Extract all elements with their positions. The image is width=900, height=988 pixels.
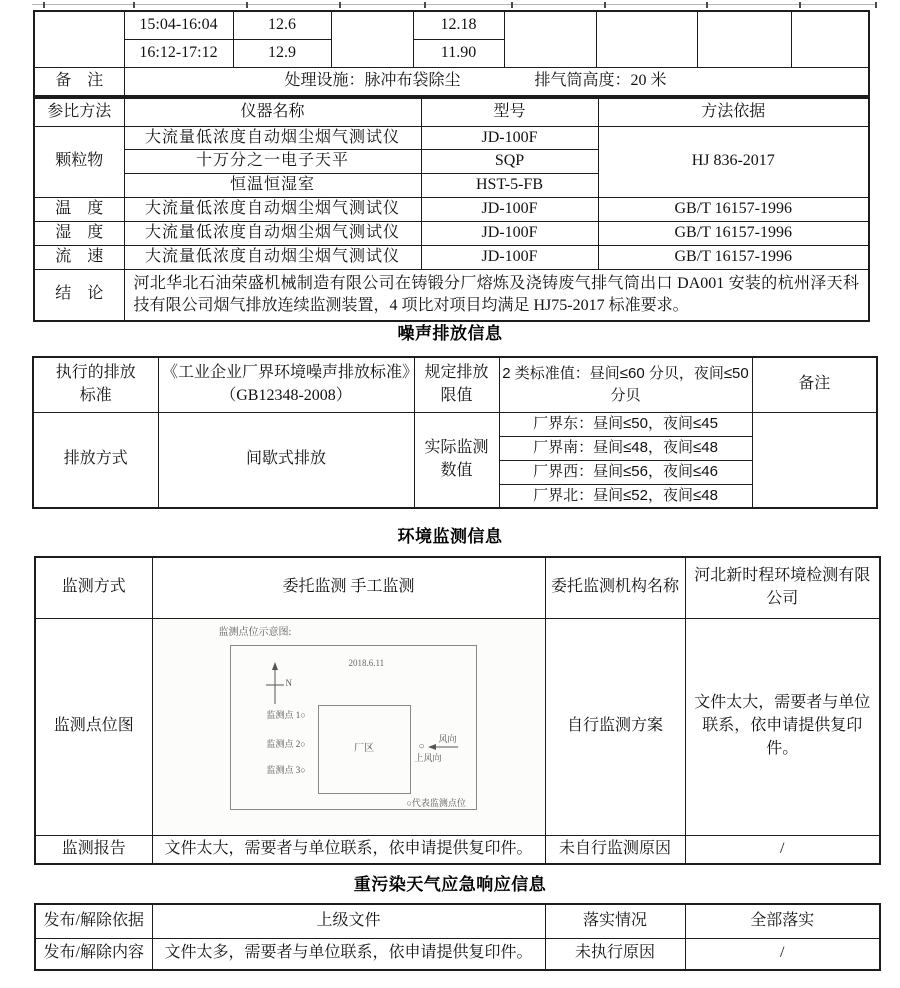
table-row bbox=[33, 412, 877, 436]
noise-section-heading: 噪声排放信息 bbox=[397, 324, 503, 343]
self-monitoring-plan-label: 自行监测方案 bbox=[545, 618, 685, 835]
monitoring-point-circle-icon: ○ bbox=[418, 740, 425, 752]
empty-cell bbox=[596, 11, 697, 67]
remark-label: 备 注 bbox=[34, 67, 124, 96]
basis-header: 方法依据 bbox=[598, 98, 869, 126]
method-basis: GB/T 16157-1996 bbox=[598, 245, 869, 269]
divider bbox=[32, 4, 877, 5]
release-content-value: 文件太多，需要者与单位联系，依申请提供复印件。 bbox=[152, 938, 545, 970]
method-basis: GB/T 16157-1996 bbox=[598, 197, 869, 221]
table-row bbox=[35, 618, 880, 835]
release-basis-value: 上级文件 bbox=[152, 904, 545, 938]
cropped-table-remnant bbox=[32, 2, 877, 9]
environment-table bbox=[34, 556, 881, 865]
monitoring-method-label: 监测方式 bbox=[35, 557, 152, 618]
exec-standard-label: 执行的排放标准 bbox=[33, 357, 158, 412]
empty-cell bbox=[34, 11, 124, 67]
tick bbox=[133, 2, 135, 8]
tick bbox=[424, 2, 426, 8]
table-row bbox=[34, 126, 869, 150]
empty-cell bbox=[504, 11, 596, 67]
limit-label: 规定排放限值 bbox=[414, 357, 499, 412]
conclusion-row bbox=[34, 269, 869, 321]
particulate-label: 颗粒物 bbox=[34, 126, 124, 197]
limit-value: 2 类标准值：昼间≤60 分贝，夜间≤50 分贝 bbox=[499, 357, 752, 412]
release-content-label: 发布/解除内容 bbox=[35, 938, 152, 970]
param-label: 流 速 bbox=[34, 245, 124, 269]
diagram-title: 监测点位示意图: bbox=[218, 626, 292, 638]
monitoring-map-label: 监测点位图 bbox=[35, 618, 152, 835]
diagram-outer-box bbox=[230, 645, 477, 810]
value-cell: 11.90 bbox=[413, 39, 504, 67]
reference-method-table bbox=[33, 97, 870, 322]
tick bbox=[875, 2, 877, 8]
instrument-model: SQP bbox=[421, 150, 598, 174]
instrument-name: 大流量低浓度自动烟尘烟气测试仪 bbox=[124, 221, 421, 245]
remark-empty-cell bbox=[752, 412, 877, 508]
instrument-model: JD-100F bbox=[421, 197, 598, 221]
monitoring-point-diagram bbox=[153, 619, 545, 835]
environment-section-heading: 环境监测信息 bbox=[397, 527, 503, 546]
time-range-cell: 16:12-17:12 bbox=[124, 39, 233, 67]
boundary-value: 厂界北：昼间≤52，夜间≤48 bbox=[499, 484, 752, 508]
treatment-facility-text: 处理设施：脉冲布袋除尘 bbox=[284, 71, 461, 89]
monitoring-report-label: 监测报告 bbox=[35, 835, 152, 864]
instrument-header: 仪器名称 bbox=[124, 98, 421, 126]
noise-standard-name: 《工业企业厂界环境噪声排放标准》（GB12348-2008） bbox=[158, 357, 414, 412]
instrument-name: 大流量低浓度自动烟尘烟气测试仪 bbox=[124, 197, 421, 221]
upwind-label: 上风向 bbox=[414, 752, 442, 763]
empty-cell bbox=[331, 11, 413, 67]
stack-comparison-table bbox=[33, 10, 870, 97]
diagram-legend: ○代表监测点位 bbox=[406, 797, 466, 808]
factory-area-box bbox=[318, 705, 411, 794]
param-label: 温 度 bbox=[34, 197, 124, 221]
boundary-value: 厂界东：昼间≤50，夜间≤45 bbox=[499, 412, 752, 436]
instrument-name: 大流量低浓度自动烟尘烟气测试仪 bbox=[124, 126, 421, 150]
method-basis: GB/T 16157-1996 bbox=[598, 221, 869, 245]
table-row bbox=[34, 245, 869, 269]
actual-monitoring-label: 实际监测数值 bbox=[414, 412, 499, 508]
wind-direction-label: 风向 bbox=[438, 733, 457, 744]
table-row bbox=[35, 938, 880, 970]
time-range-cell: 15:04-16:04 bbox=[124, 11, 233, 39]
table-row bbox=[34, 221, 869, 245]
method-basis: HJ 836-2017 bbox=[598, 126, 869, 197]
emission-mode-label: 排放方式 bbox=[33, 412, 158, 508]
emission-mode-value: 间歇式排放 bbox=[158, 412, 414, 508]
instrument-name: 恒温恒湿室 bbox=[124, 173, 421, 197]
tick bbox=[339, 2, 341, 8]
remark-header: 备注 bbox=[752, 357, 877, 412]
self-monitoring-plan-value: 文件太大，需要者与单位联系，依申请提供复印件。 bbox=[685, 618, 880, 835]
instrument-model: JD-100F bbox=[421, 126, 598, 150]
table-row bbox=[35, 835, 880, 864]
boundary-value: 厂界西：昼间≤56，夜间≤46 bbox=[499, 460, 752, 484]
value-cell: 12.6 bbox=[233, 11, 331, 39]
tick bbox=[799, 2, 801, 8]
factory-area-label: 厂区 bbox=[354, 742, 374, 754]
monitoring-map-cell bbox=[152, 618, 545, 835]
instrument-model: JD-100F bbox=[421, 221, 598, 245]
no-self-monitoring-value: / bbox=[685, 835, 880, 864]
tick bbox=[43, 2, 45, 8]
instrument-name: 大流量低浓度自动烟尘烟气测试仪 bbox=[124, 245, 421, 269]
non-execution-reason-label: 未执行原因 bbox=[545, 938, 685, 970]
agency-value: 河北新时程环境检测有限公司 bbox=[685, 557, 880, 618]
boundary-value: 厂界南：昼间≤48，夜间≤48 bbox=[499, 436, 752, 460]
stack-height-text: 排气筒高度：20 米 bbox=[534, 71, 667, 89]
monitoring-point-label: 监测点 3○ bbox=[266, 764, 306, 775]
monitoring-report-value: 文件太大，需要者与单位联系，依申请提供复印件。 bbox=[152, 835, 545, 864]
north-label: N bbox=[285, 677, 292, 688]
monitoring-point-label: 监测点 1○ bbox=[266, 709, 306, 720]
value-cell: 12.18 bbox=[413, 11, 504, 39]
remark-value-cell bbox=[124, 67, 869, 96]
release-basis-label: 发布/解除依据 bbox=[35, 904, 152, 938]
instrument-model: JD-100F bbox=[421, 245, 598, 269]
noise-table bbox=[32, 356, 878, 509]
monitoring-method-value: 委托监测 手工监测 bbox=[152, 557, 545, 618]
header-row bbox=[33, 357, 877, 412]
emergency-section-heading: 重污染天气应急响应信息 bbox=[353, 875, 547, 894]
remark-row bbox=[34, 67, 869, 96]
non-execution-reason-value: / bbox=[685, 938, 880, 970]
monitoring-point-label: 监测点 2○ bbox=[266, 738, 306, 749]
param-label: 湿 度 bbox=[34, 221, 124, 245]
wind-arrow-icon bbox=[428, 743, 458, 751]
instrument-name: 十万分之一电子天平 bbox=[124, 150, 421, 174]
north-arrow-icon bbox=[264, 662, 286, 706]
implementation-status-value: 全部落实 bbox=[685, 904, 880, 938]
conclusion-text: 河北华北石油荣盛机械制造有限公司在铸锻分厂熔炼及浇铸废气排气筒出口 DA001 安装的杭州泽天科技有限公司烟气排放连续监测装置，4 项比对项目均满足 HJ75-2017 标准要求。 bbox=[124, 269, 869, 321]
tick bbox=[604, 2, 606, 8]
table-row bbox=[35, 557, 880, 618]
instrument-model: HST-5-FB bbox=[421, 173, 598, 197]
tick bbox=[246, 2, 248, 8]
table-row bbox=[34, 11, 869, 39]
diagram-date: 2018.6.11 bbox=[348, 657, 385, 668]
table-row bbox=[34, 197, 869, 221]
empty-cell bbox=[791, 11, 869, 67]
header-row bbox=[34, 98, 869, 126]
model-header: 型号 bbox=[421, 98, 598, 126]
implementation-status-label: 落实情况 bbox=[545, 904, 685, 938]
empty-cell bbox=[697, 11, 791, 67]
emergency-table bbox=[34, 903, 881, 971]
reference-method-label: 参比方法 bbox=[34, 98, 124, 126]
conclusion-label: 结 论 bbox=[34, 269, 124, 321]
agency-label: 委托监测机构名称 bbox=[545, 557, 685, 618]
table-row bbox=[35, 904, 880, 938]
tick bbox=[706, 2, 708, 8]
no-self-monitoring-label: 未自行监测原因 bbox=[545, 835, 685, 864]
tick bbox=[511, 2, 513, 8]
value-cell: 12.9 bbox=[233, 39, 331, 67]
